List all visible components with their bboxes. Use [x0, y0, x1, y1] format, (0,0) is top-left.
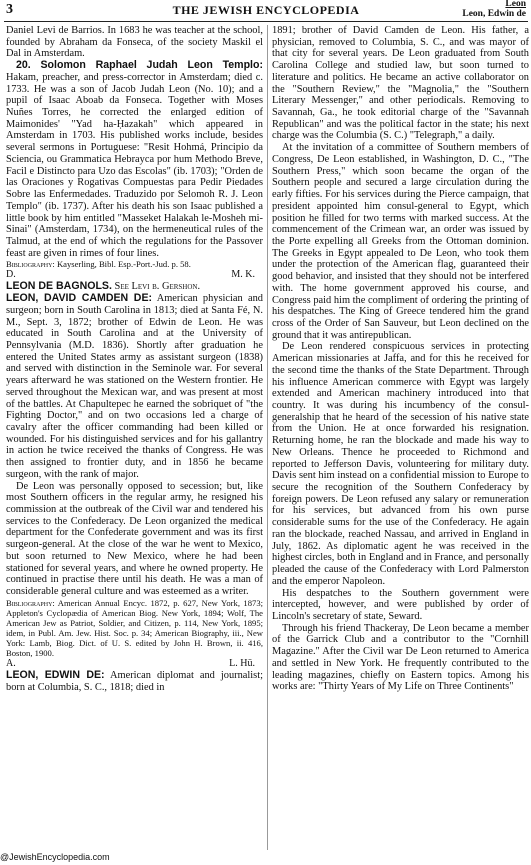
paragraph: 1891; brother of David Camden de Leon. His father, a physician, removed to Columbia, S. C., and was mayor of that city for several years. De Leon graduated from South Carolina College and studied law, but soon turned to literature and politics. He became an active collaborator on the "Southern Review," the "Magnolia," the "Southern Literary Messenger," and other periodicals. Removing to Savannah, Ga., he took editorial charge of the "Savannah Republican" and was the political factor in the state; his next charge was the Columbia (S. C.) "Telegraph," a daily.	[272, 25, 529, 142]
site-watermark	[0, 852, 110, 862]
cross-reference: See Levi b. Gershon.	[111, 281, 201, 293]
catchword-bottom: Leon, Edwin de	[462, 9, 526, 19]
paragraph: His despatches to the Southern government were intercepted, however, and were published by order of Lincoln's secretary of state, Seward.	[272, 587, 529, 622]
running-title: THE JEWISH ENCYCLOPEDIA	[172, 3, 360, 17]
signature-left: D.	[6, 269, 16, 281]
entry-heading: LEON, DAVID CAMDEN DE:	[6, 292, 153, 305]
entry-solomon	[6, 60, 263, 259]
signature-right: L. Hü.	[229, 657, 255, 669]
paragraph: Through his friend Thackeray, De Leon became a member of the Garrick Club and a contributor to the "Cornhill Magazine." After the Civil war De Leon returned to America and settled in New York. He frequently contributed to the leading magazines, chiefly on Eastern topics. Among his works are: "Thirty Years of My Life on Three Continents"	[272, 622, 529, 693]
paragraph: De Leon rendered conspicuous services in protecting American missionaries at Jaffa, and for this he received for the second time the thanks of the State Department. Through his influence American commerce with Egypt was largely extended and American machinery introduced into that country. It was during his incumbency of the consul-generalship that he heard of the secession of his native state from the Union. He at once forwarded his resignation. Returning home, he ran the blockade and made his way to New Orleans. Thence he proceeded to Richmond and reported to Jefferson Davis, volunteering for military duty. Davis sent him instead on a confidential mission to Europe to secure the recognition of the Southern Confederacy by foreign powers. De Leon refused any salary or remuneration for his services, but advanced from his own purse considerable sums for the use of the Confederacy. He again ran the blockade, reached Nassau, and arrived in England in July, 1862. As diplomatic agent he was received in the highest circles, both in England and in France, and personally pleaded the cause of the Confederacy with Lord Palmerston and the emperor Napoleon.	[272, 341, 529, 587]
signature-right: M. K.	[231, 269, 255, 281]
paragraph: Daniel Levi de Barrios. In 1683 he was teacher at the school, founded by Abraham da Fonseca, of the society Maskil el Dal in Amsterdam.	[6, 25, 263, 60]
entry-edwin	[6, 670, 263, 693]
signature-left: A.	[6, 657, 16, 669]
paragraph: De Leon was personally opposed to secession; but, like most Southern officers in the regular army, he resigned his commission at the outbreak of the Civil war and tendered his services to the Confederacy. De Leon organized the medical department for the Confederate government and was its first surgeon-general. At the close of the war he went to Mexico, but soon returned to New Mexico, where he had been stationed for several years, and where he owned property. He continued in practise there until his death. He was a man of considerable general culture and was esteemed as a writer.	[6, 480, 263, 598]
bibliography-text: : American Annual Encyc. 1872, p. 627, New York, 1873; Appleton's Cyclopædia of American Biog. New York, 1894; Wolf, The American Jew as Patriot, Soldier, and Citizen, p. 114, New York, 1895; idem, in Publ. Am. Jew. Hist. Soc. p. 34; American Biography, iii., New York: Lamb, Biog. Dict. of U. S. edited by John H. Brown, ii. 416, Boston, 1900.	[6, 597, 263, 658]
entry-david	[6, 293, 263, 481]
entry-heading: LEON, EDWIN DE:	[6, 668, 105, 681]
left-column	[6, 25, 263, 693]
entry-body: American diplomat and journalist; born at Columbia, S. C., 1818; died in	[6, 669, 263, 693]
bibliography-label: Bibliography	[6, 597, 53, 608]
bibliography	[6, 598, 263, 658]
entry-heading: LEON DE BAGNOLS.	[6, 280, 112, 293]
page-number: 3	[6, 2, 13, 17]
watermark-text: @JewishEncyclopedia.com	[0, 852, 110, 862]
bibliography	[6, 259, 263, 269]
entry-heading: 20. Solomon Raphael Judah Leon Templo:	[16, 59, 263, 72]
column-divider	[267, 25, 268, 850]
right-column	[272, 25, 529, 693]
bibliography-label: Bibliography	[6, 259, 53, 270]
entry-body: Hakam, preacher, and press-corrector in Amsterdam; died c. 1733. He was a son of Jacob Judah Leon (No. 10); and a pupil of Isaac Aboab da Fonseca. Together with Moses Nuñes Torres, he corrected the enlarged edition of Maimonides' "Yad ha-Ḥazakah" which appeared in Amsterdam in 1703. His published works include, besides several sermons in Portuguese: "Resit Hohmá, Principio da Sciencia, ou Grammatica Hebrayca por hum Methodo Breve, Facil e Distincto para Uzo das Escolas" (ib. 1703); "Orden de las Oraciones y Rogativas Compuestas para Pedir Piedades Sobre las Enfermedades. Traduzido por Selomoh R. J. Leon Templo" (ib. 1737). After his death his son Isaac published a little book by him entitled "Masseket Halakah le-Mosheh mi-Sinai" (Amsterdam, 1734), on the hermeneutical rules of the Talmud, at the end of which the regulations for the Passover feast are given in rimes of four lines.	[6, 71, 263, 259]
catchword-top: Leon	[505, 0, 526, 9]
bibliography-text: : Kayserling, Bibl. Esp.-Port.-Jud. p. 58.	[52, 259, 191, 270]
running-header	[4, 0, 528, 22]
entry-body: American physician and surgeon; born in South Carolina in 1813; died at Santa Fé, N. M., Sept. 3, 1872; brother of Edwin de Leon. He was educated in South Carolina and at the University of Pennsylvania (M.D. 1836). Shortly after graduation he entered the United States army as assistant surgeon (1838) and served with distinction in the Seminole war. For several years afterward he was stationed on the Western frontier. He served throughout the Mexican war, and was present at most of the battles. At Chapultepec he earned the sobriquet of "the Fighting Doctor," and on two occasions led a charge of cavalry after the officer commanding had been killed or wounded. For his distinguished services and for his gallantry in action he twice received the thanks of Congress. He was then assigned to frontier duty, and in 1856 he became surgeon, with the rank of major.	[6, 293, 263, 480]
paragraph: At the invitation of a committee of Southern members of Congress, De Leon established, in Washington, D. C., "The Southern Press," which soon became the organ of the Southern people and secured a large circulation during the early fifties. For his services during the Pierce campaign, that president appointed him consul-general to Egypt, which position he filled for two terms with marked success. At the commencement of the Crimean war, an order was issued by the Porte expelling all Greeks from the Ottoman dominion. The Greeks in Egypt appealed to De Leon, who took them under the protection of the American flag, guaranteed their good behavior, and insisted that they should not be interfered with. The home government approved his course, and Congress paid him the compliment of ordering the printing of his despatches. The King of Greece tendered him the grand cross of the Order of San Sauveur, but Leon declined on the ground that it was antirepublican.	[272, 142, 529, 341]
